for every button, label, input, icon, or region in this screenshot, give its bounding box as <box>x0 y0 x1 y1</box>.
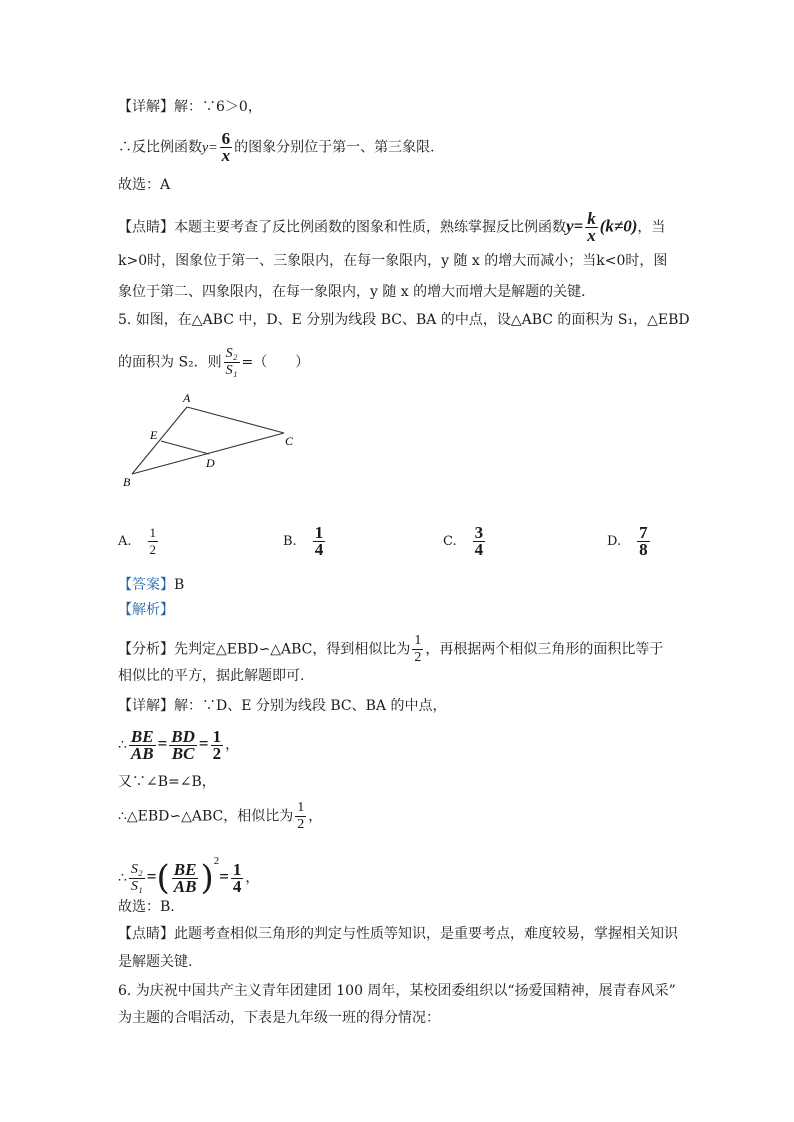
analyze-pre: 先判定△EBD∽△ABC，得到相似比为 <box>174 641 411 658</box>
segment-ed <box>161 441 209 454</box>
frac-den: 4 <box>232 876 242 896</box>
comment-post: ，当 <box>637 219 666 236</box>
fraction-bd-bc <box>169 726 197 763</box>
p4-comment-line3: 象位于第二、四象限内，在每一象限内，y 随 x 的增大而增大是解题的关键. <box>118 284 586 300</box>
p5-eq2: 又∵∠B=∠B， <box>118 774 216 790</box>
eq-end: ， <box>308 808 323 825</box>
option-fraction <box>148 525 159 558</box>
therefore-symbol: ∴ <box>118 737 127 753</box>
frac-num: 1 <box>232 859 242 879</box>
label-b: B <box>123 475 131 488</box>
p5-comment-line2: 是解题关键. <box>118 954 193 970</box>
answer-label: 【答案】 <box>118 577 174 593</box>
frac-den: 2 <box>149 542 157 557</box>
fraction-s2-s1 <box>129 862 145 895</box>
p4-comment-line1 <box>118 211 665 244</box>
option-fraction <box>313 525 326 558</box>
comment-label: 【点睛】 <box>118 926 174 942</box>
frac-num: BE <box>130 726 154 746</box>
conclusion-y: y= <box>202 140 218 156</box>
frac-den: x <box>587 226 596 245</box>
label-a: A <box>183 391 191 405</box>
frac-den: 8 <box>639 540 648 559</box>
fraction-half <box>295 800 306 833</box>
detail-text: 解：∵6＞0， <box>174 99 262 115</box>
frac-num: 3 <box>474 523 484 542</box>
detail-label: 【详解】 <box>118 99 174 115</box>
label-d: D <box>206 456 215 470</box>
p5-eq3 <box>118 800 322 833</box>
detail-text: 解：∵D、E 分别为线段 BC、BA 的中点， <box>174 698 447 714</box>
label-c: C <box>285 434 294 448</box>
p5-answer-line <box>118 575 184 595</box>
p5-comment-line1 <box>118 924 678 944</box>
p4-conclusion-line <box>118 131 435 164</box>
option-letter: B. <box>283 534 297 549</box>
edge-ac <box>187 407 284 433</box>
frac-den: 2 <box>212 743 222 763</box>
fraction-s2-over-s1 <box>224 346 240 379</box>
p5-analysis-label: 【解析】 <box>118 602 174 618</box>
frac-num: BE <box>173 859 197 879</box>
frac-num: k <box>587 209 596 228</box>
frac-den: S₁ <box>225 363 238 378</box>
fraction-be-ab <box>129 726 156 763</box>
answer-value: B <box>174 577 185 593</box>
frac-num: S₂ <box>225 346 238 361</box>
option-fraction <box>473 525 486 558</box>
analyze-label: 【分析】 <box>118 641 174 658</box>
stem-post: =（ ） <box>241 354 310 371</box>
frac-den: S₁ <box>130 878 143 894</box>
comment-text: 此题考查相似三角形的判定与性质等知识，是重要考点，难度较易，掌握相关知识 <box>174 926 678 942</box>
frac-num: 1 <box>314 523 324 542</box>
p5-eq1: ∴ $\frac{BE}{AB}$ = $\frac{BD}{BC}$ = $\frac{1}{2}$ ， <box>118 726 240 763</box>
frac-num: 1 <box>149 525 157 540</box>
p4-comment-line2: k>0时，图象位于第一、三象限内，在每一象限内，y 随 x 的增大而减小；当k<0时，图 <box>118 253 668 269</box>
triangle-figure <box>110 388 310 488</box>
option-b <box>283 525 327 558</box>
conclusion-pre: ∴反比例函数 <box>118 139 202 156</box>
fraction-be-ab <box>172 859 199 896</box>
option-a <box>118 525 160 558</box>
eq-end: ， <box>245 870 260 886</box>
fraction-quarter <box>231 859 244 896</box>
comment-condition: (k≠0) <box>599 216 638 236</box>
fraction-half <box>211 726 224 763</box>
p5-analyze-line1 <box>118 633 663 666</box>
fraction-half <box>412 633 423 666</box>
frac-den: x <box>221 146 231 165</box>
p5-detail-line <box>118 696 446 716</box>
detail-label: 【详解】 <box>118 698 174 714</box>
frac-num: 1 <box>212 726 222 746</box>
frac-num: BD <box>171 726 195 746</box>
frac-num: 6 <box>221 129 231 148</box>
frac-den: BC <box>171 743 195 763</box>
stem-pre: 的面积为 S₂．则 <box>118 354 222 371</box>
frac-den: 4 <box>314 540 324 559</box>
frac-num: 1 <box>414 633 422 648</box>
analyze-post: ，再根据两个相似三角形的面积比等于 <box>425 641 664 658</box>
comment-y: y= <box>566 216 584 236</box>
frac-den: 2 <box>297 817 305 832</box>
p4-detail-line <box>118 97 262 117</box>
p5-eq4: ∴ $\frac{\text{S₂}}{\text{S₁}}$ =( $\frac{BE}{AB}$ )$^2$= $\frac{1}{4}$ ， <box>118 855 260 898</box>
frac-den: AB <box>173 876 197 896</box>
frac-den: 4 <box>474 540 484 559</box>
p4-answer: 故选：A <box>118 177 171 193</box>
comment-label: 【点睛】 <box>118 219 174 236</box>
option-letter: D. <box>607 534 622 549</box>
p5-answer: 故选：B. <box>118 899 175 915</box>
eq-end: ， <box>225 737 240 753</box>
option-fraction <box>637 525 650 558</box>
option-d <box>607 525 652 558</box>
p6-stem-line1: 6. 为庆祝中国共产主义青年团建团 100 周年，某校团委组织以“扬爱国精神，展青春风采” <box>118 983 676 999</box>
eq3-pre: ∴△EBD∽△ABC，相似比为 <box>118 808 294 825</box>
p6-stem-line2: 为主题的合唱活动，下表是九年级一班的得分情况： <box>118 1010 440 1026</box>
frac-num: S₂ <box>130 861 143 877</box>
conclusion-post: 的图象分别位于第一、第三象限. <box>234 139 435 156</box>
therefore-symbol: ∴ <box>118 870 127 886</box>
frac-num: 7 <box>639 523 648 542</box>
comment-pre: 本题主要考查了反比例函数的图象和性质，熟练掌握反比例函数 <box>174 219 566 236</box>
edge-ab <box>132 407 187 474</box>
p5-stem-line2 <box>118 346 309 379</box>
option-letter: A. <box>118 534 132 549</box>
frac-num: 1 <box>297 800 305 815</box>
p5-stem-line1: 5. 如图，在△ABC 中，D、E 分别为线段 BC、BA 的中点，设△ABC 的面积为 S₁，△EBD <box>118 312 690 328</box>
square-exponent: 2 <box>213 855 220 867</box>
label-e: E <box>150 428 158 442</box>
p5-analyze-line2: 相似比的平方，据此解题即可. <box>118 668 305 684</box>
fraction-6-over-x <box>220 131 233 164</box>
fraction-k-over-x <box>585 211 598 244</box>
frac-den: AB <box>130 743 154 763</box>
frac-den: 2 <box>414 650 422 665</box>
option-c <box>443 525 487 558</box>
option-letter: C. <box>443 534 457 549</box>
